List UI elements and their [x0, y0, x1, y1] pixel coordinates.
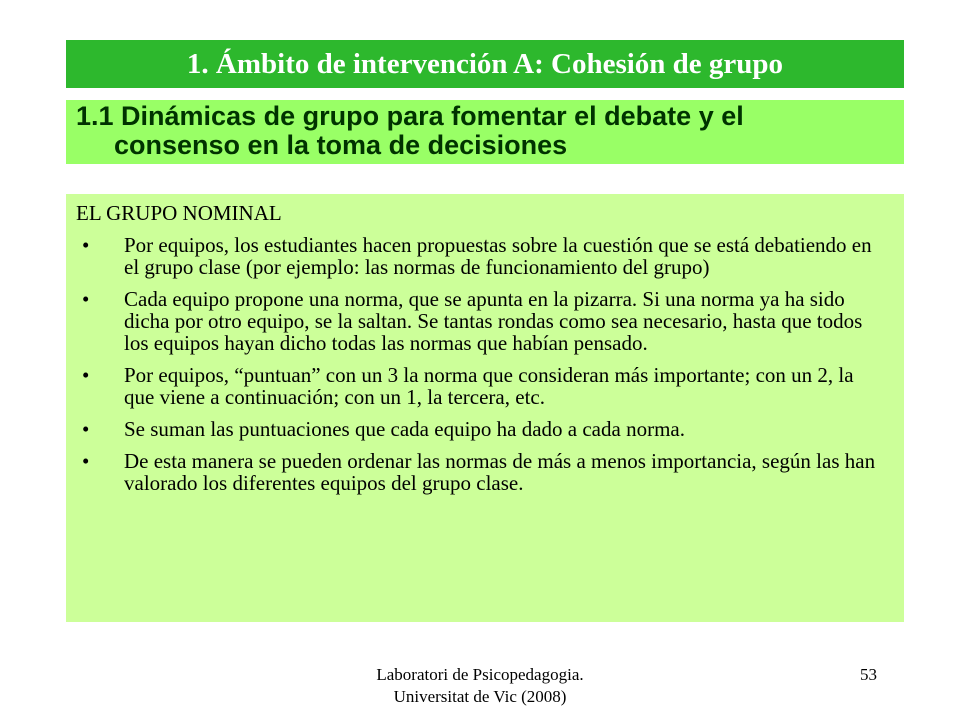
list-item	[76, 364, 884, 408]
list-item-text: Cada equipo propone una norma, que se apunta en la pizarra. Si una norma ya ha sido dicha por otro equipo, se la saltan. Se tantas rondas como sea necesario, hasta que todos los equipos hayan dicho todas las normas que habían pensado.	[124, 287, 863, 355]
list-item-text: Por equipos, “puntuan” con un 3 la norma que consideran más importante; con un 2, la que viene a continuación; con un 1, la tercera, etc.	[124, 363, 854, 409]
list-item	[76, 450, 884, 494]
slide-title: 1. Ámbito de intervención A: Cohesión de grupo	[66, 40, 904, 88]
footer-line-2: Universitat de Vic (2008)	[393, 687, 567, 706]
bullet-icon: •	[82, 449, 90, 473]
list-item	[76, 234, 884, 278]
bullet-icon: •	[82, 417, 90, 441]
bullet-icon: •	[82, 363, 90, 387]
bullet-icon: •	[82, 233, 90, 257]
list-item-text: De esta manera se pueden ordenar las normas de más a menos importancia, según las han valorado los diferentes equipos del grupo clase.	[124, 449, 876, 495]
subtitle-line-1: 1.1 Dinámicas de grupo para fomentar el debate y el	[76, 101, 744, 131]
bullet-icon: •	[82, 287, 90, 311]
list-item	[76, 288, 884, 354]
footer-line-1: Laboratori de Psicopedagogia.	[376, 665, 584, 684]
content-box	[66, 194, 904, 622]
page-number: 53	[860, 665, 877, 684]
subtitle-line-2: consenso en la toma de decisiones	[114, 130, 568, 160]
list-item-text: Por equipos, los estudiantes hacen propuestas sobre la cuestión que se está debatiendo en el grupo clase (por ejemplo: las normas de funcionamiento del grupo)	[124, 233, 872, 279]
bullet-list	[76, 234, 884, 494]
list-item-text: Se suman las puntuaciones que cada equipo ha dado a cada norma.	[124, 417, 685, 441]
content-heading: EL GRUPO NOMINAL	[76, 201, 282, 225]
slide-subtitle	[66, 100, 904, 164]
list-item	[76, 418, 884, 440]
footer-credit	[300, 664, 660, 708]
